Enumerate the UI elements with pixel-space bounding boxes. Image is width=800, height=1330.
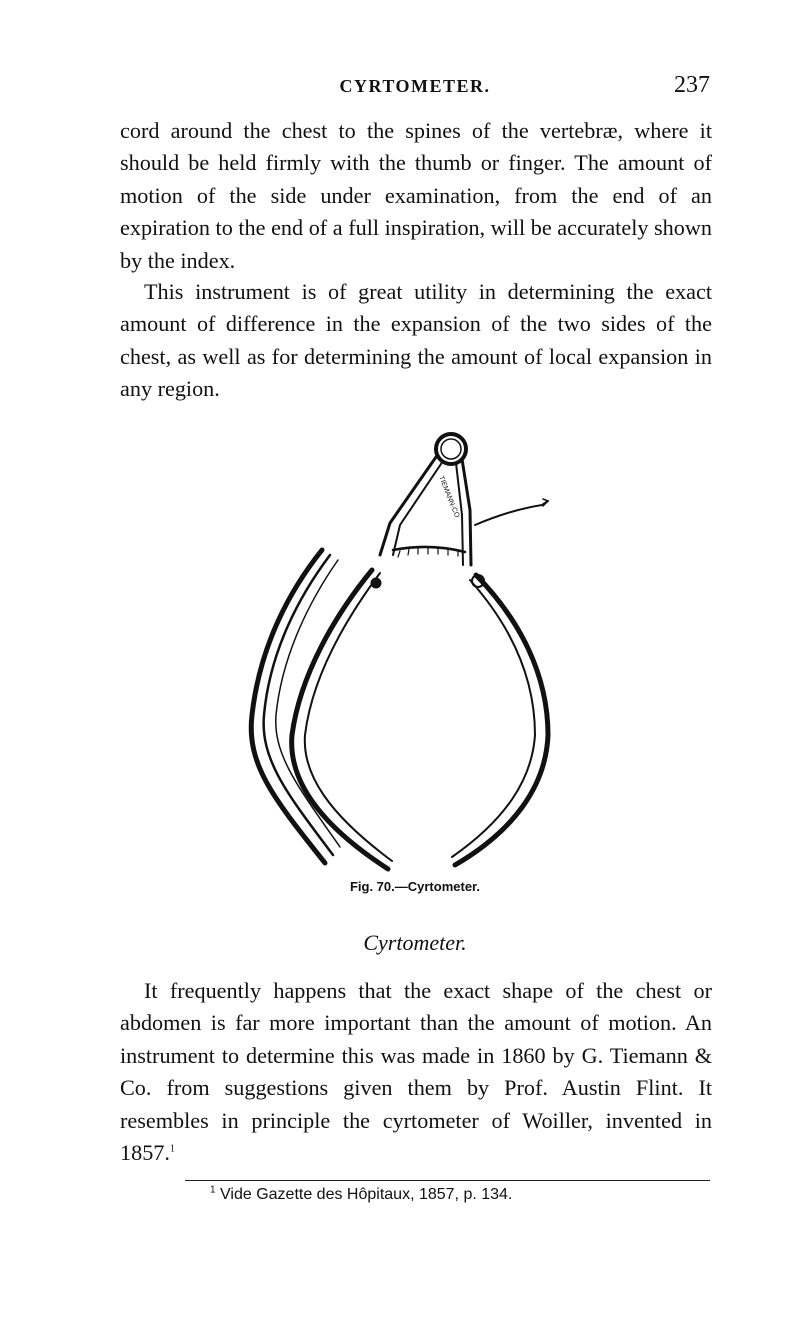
paragraph-cyrtometer-text: It frequently happens that the exact shape of the chest or abdomen is far more important than the amount of motion. An instrument to determine this was made in 1860 by G. Tiemann & Co. from suggestions given them by Prof. Austin Flint. It resembles in principle the cyrtometer of Woiller, invented in 1857.: [120, 978, 712, 1166]
running-head: [120, 72, 710, 102]
paragraph-cyrtometer: [120, 975, 712, 1169]
engraving-label: TIEMANN-CO: [437, 475, 461, 519]
section-heading: Cyrtometer.: [363, 930, 467, 955]
footnote-mark: 1: [210, 1184, 216, 1196]
page-number: 237: [674, 72, 710, 98]
footnote-reference: 1: [169, 1143, 175, 1155]
figure-caption: Fig. 70.—Cyrtometer.: [349, 879, 481, 894]
footnote: [210, 1183, 710, 1207]
paragraph-continued: cord around the chest to the spines of the vertebræ, where it should be held firmly with the thumb or finger. The amount of motion of the side under examination, from the end of an expiration to the end of a full inspiration, will be accurately shown by the index.: [120, 118, 712, 273]
paragraph-utility: This instrument is of great utility in determining the exact amount of difference in the expansion of the two sides of the chest, as well as for determining the amount of local expansion in any region.: [120, 279, 712, 402]
index-scale: [393, 547, 465, 552]
left-hinge-arm: [380, 457, 436, 555]
left-outer-arm: [251, 550, 325, 863]
footnote-rule: [185, 1180, 710, 1181]
footnote-text: Vide Gazette des Hôpitaux, 1857, p. 134.: [220, 1186, 513, 1203]
running-title: CYRTOMETER.: [339, 76, 491, 96]
cyrtometer-illustration: [230, 415, 560, 875]
index-pointer: [475, 501, 548, 525]
